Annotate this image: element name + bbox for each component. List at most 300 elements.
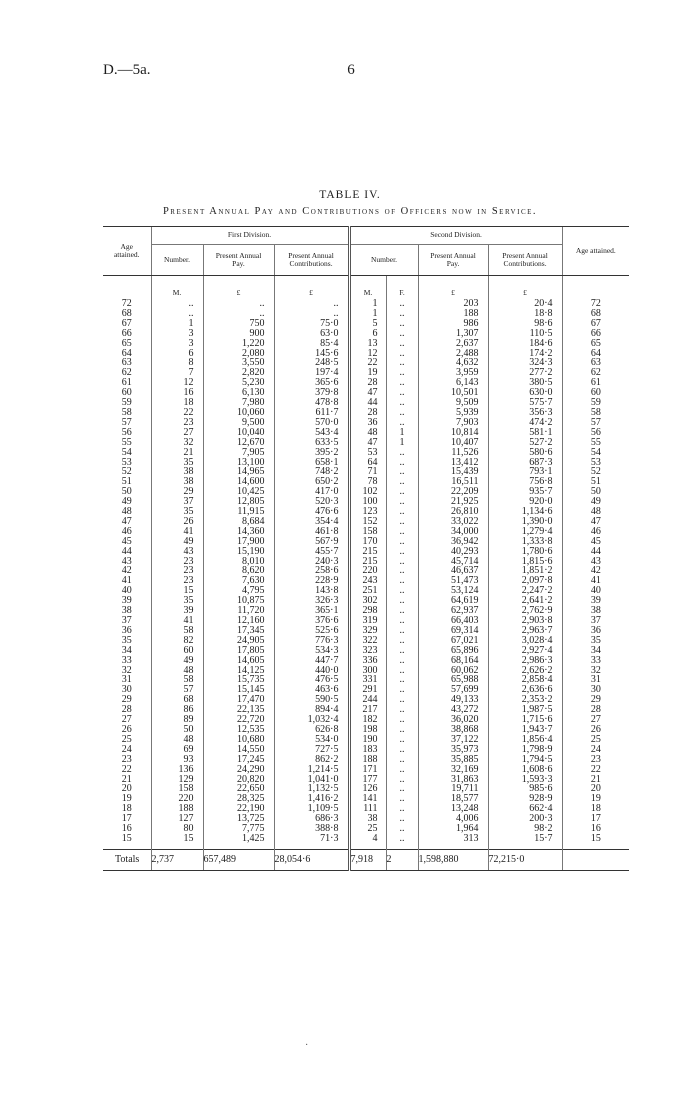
first-number-cell: 82 bbox=[151, 636, 203, 646]
second-f-cell: .. bbox=[386, 705, 418, 715]
first-pay-cell: 22,720 bbox=[203, 715, 274, 725]
first-contrib-cell: 354·4 bbox=[274, 517, 349, 527]
first-number-cell: 43 bbox=[151, 547, 203, 557]
age-cell: 38 bbox=[121, 605, 132, 617]
second-m-cell: 44 bbox=[349, 398, 386, 408]
second-f-cell: .. bbox=[386, 834, 418, 844]
second-contrib-cell: 184·6 bbox=[488, 339, 562, 349]
first-number-cell: 136 bbox=[151, 765, 203, 775]
first-pay-cell: 8,620 bbox=[203, 566, 274, 576]
age-cell-right: 47 bbox=[562, 517, 629, 527]
second-contrib-cell: 920·0 bbox=[488, 497, 562, 507]
first-contrib-cell: 228·9 bbox=[274, 576, 349, 586]
first-number-cell: 1 bbox=[151, 319, 203, 329]
first-contrib-cell: 326·3 bbox=[274, 596, 349, 606]
second-m-cell: 152 bbox=[349, 517, 386, 527]
second-m-cell: 291 bbox=[349, 685, 386, 695]
first-number-cell: 27 bbox=[151, 428, 203, 438]
first-number-cell: 49 bbox=[151, 537, 203, 547]
second-m-cell: 36 bbox=[349, 418, 386, 428]
second-f-cell: .. bbox=[386, 675, 418, 685]
second-m-cell: 171 bbox=[349, 765, 386, 775]
second-m-cell: 19 bbox=[349, 368, 386, 378]
first-number-cell: 41 bbox=[151, 616, 203, 626]
age-cell-right: 21 bbox=[562, 775, 629, 785]
first-contrib-cell: 461·8 bbox=[274, 527, 349, 537]
age-cell: 28 bbox=[121, 704, 132, 716]
first-contrib-cell: 197·4 bbox=[274, 368, 349, 378]
second-m-cell: 188 bbox=[349, 755, 386, 765]
age-cell-right: 50 bbox=[562, 487, 629, 497]
second-pay-cell: 46,637 bbox=[418, 566, 488, 576]
age-cell: 58 bbox=[121, 406, 132, 418]
second-m-cell: 251 bbox=[349, 586, 386, 596]
second-m-cell: 183 bbox=[349, 745, 386, 755]
second-m-cell: 38 bbox=[349, 814, 386, 824]
first-number-cell: 21 bbox=[151, 448, 203, 458]
first-contrib-cell: 478·8 bbox=[274, 398, 349, 408]
first-number-cell: 48 bbox=[151, 666, 203, 676]
first-number-cell: 50 bbox=[151, 725, 203, 735]
second-pay-cell: 7,903 bbox=[418, 418, 488, 428]
age-cell-right: 63 bbox=[562, 358, 629, 368]
age-cell-right: 61 bbox=[562, 378, 629, 388]
second-f-cell: .. bbox=[386, 358, 418, 368]
second-contrib-cell: 630·0 bbox=[488, 388, 562, 398]
second-f-cell: .. bbox=[386, 378, 418, 388]
second-pay-cell: 16,511 bbox=[418, 477, 488, 487]
second-pay-cell: 43,272 bbox=[418, 705, 488, 715]
second-f-cell: .. bbox=[386, 745, 418, 755]
age-cell-right: 20 bbox=[562, 784, 629, 794]
age-cell-right: 45 bbox=[562, 537, 629, 547]
age-cell: 30 bbox=[121, 684, 132, 696]
first-contrib-cell: 894·4 bbox=[274, 705, 349, 715]
age-cell: 35 bbox=[121, 634, 132, 646]
second-pay-cell: 67,021 bbox=[418, 636, 488, 646]
first-pay-cell: 7,630 bbox=[203, 576, 274, 586]
second-contrib-cell: 110·5 bbox=[488, 329, 562, 339]
first-pay-cell: 22,650 bbox=[203, 784, 274, 794]
age-cell: 32 bbox=[121, 664, 132, 676]
age-cell: 31 bbox=[121, 674, 132, 686]
age-cell-right: 48 bbox=[562, 507, 629, 517]
age-cell: 63 bbox=[121, 357, 132, 369]
second-contrib-cell: 756·8 bbox=[488, 477, 562, 487]
first-number-cell: .. bbox=[151, 299, 203, 309]
first-number-cell: 80 bbox=[151, 824, 203, 834]
second-f-cell: .. bbox=[386, 388, 418, 398]
age-cell-right: 35 bbox=[562, 636, 629, 646]
first-pay-cell: .. bbox=[203, 299, 274, 309]
age-cell-right: 54 bbox=[562, 448, 629, 458]
first-contrib-cell: 63·0 bbox=[274, 329, 349, 339]
second-m-cell: 198 bbox=[349, 725, 386, 735]
second-pay-cell: 1,964 bbox=[418, 824, 488, 834]
first-pay-cell: 10,875 bbox=[203, 596, 274, 606]
second-pay-cell: 188 bbox=[418, 309, 488, 319]
age-cell: 48 bbox=[121, 506, 132, 518]
table-subtitle: Present Annual Pay and Contributions of Officers now in Service. bbox=[162, 206, 538, 217]
first-number-cell: 39 bbox=[151, 606, 203, 616]
first-number-cell: 18 bbox=[151, 398, 203, 408]
age-cell-right: 34 bbox=[562, 646, 629, 656]
first-number-cell: 8 bbox=[151, 358, 203, 368]
second-contrib-cell: 356·3 bbox=[488, 408, 562, 418]
second-m-cell: 5 bbox=[349, 319, 386, 329]
age-cell: 72 bbox=[121, 298, 132, 309]
first-number-cell: 41 bbox=[151, 527, 203, 537]
second-contrib-cell: 2,097·8 bbox=[488, 576, 562, 586]
age-cell-right: 19 bbox=[562, 794, 629, 804]
second-contrib-cell: 1,943·7 bbox=[488, 725, 562, 735]
second-f-cell: .. bbox=[386, 586, 418, 596]
second-contrib-cell: 1,780·6 bbox=[488, 547, 562, 557]
first-pay-cell: 24,290 bbox=[203, 765, 274, 775]
second-m-cell: 336 bbox=[349, 656, 386, 666]
first-number-cell: 3 bbox=[151, 329, 203, 339]
age-cell: 57 bbox=[121, 416, 132, 428]
second-m-cell: 25 bbox=[349, 824, 386, 834]
second-contrib-cell: 1,593·3 bbox=[488, 775, 562, 785]
second-contrib-cell: 1,987·5 bbox=[488, 705, 562, 715]
second-pay-cell: 65,988 bbox=[418, 675, 488, 685]
second-number-header: Number. bbox=[349, 245, 418, 276]
first-contrib-cell: 570·0 bbox=[274, 418, 349, 428]
second-contrib-cell: 380·5 bbox=[488, 378, 562, 388]
first-pay-cell: 5,230 bbox=[203, 378, 274, 388]
first-contrib-cell: 590·5 bbox=[274, 695, 349, 705]
second-f-cell: .. bbox=[386, 685, 418, 695]
second-f-cell: 1 bbox=[386, 438, 418, 448]
age-cell-right: 28 bbox=[562, 705, 629, 715]
first-pay-cell: 17,470 bbox=[203, 695, 274, 705]
first-contrib-cell: 145·6 bbox=[274, 349, 349, 359]
age-cell: 42 bbox=[121, 565, 132, 577]
first-number-cell: 26 bbox=[151, 517, 203, 527]
second-contrib-cell: 1,851·2 bbox=[488, 566, 562, 576]
second-contrib-cell: 277·2 bbox=[488, 368, 562, 378]
second-pay-cell: 33,022 bbox=[418, 517, 488, 527]
second-pay-cell: 13,412 bbox=[418, 458, 488, 468]
age-cell-right: 46 bbox=[562, 527, 629, 537]
totals-cell: 72,215·0 bbox=[488, 850, 562, 871]
first-number-cell: 86 bbox=[151, 705, 203, 715]
first-pay-cell: 750 bbox=[203, 319, 274, 329]
age-cell: 39 bbox=[121, 595, 132, 607]
first-contrib-cell: 85·4 bbox=[274, 339, 349, 349]
second-m-cell: 244 bbox=[349, 695, 386, 705]
first-number-cell: 38 bbox=[151, 467, 203, 477]
age-cell-right: 37 bbox=[562, 616, 629, 626]
unit-pound: £ bbox=[488, 276, 562, 300]
first-pay-cell: 10,060 bbox=[203, 408, 274, 418]
second-f-cell: .. bbox=[386, 804, 418, 814]
age-cell-right: 44 bbox=[562, 547, 629, 557]
second-contrib-cell: 174·2 bbox=[488, 349, 562, 359]
first-pay-cell: 13,725 bbox=[203, 814, 274, 824]
second-contrib-cell: 200·3 bbox=[488, 814, 562, 824]
second-pay-cell: 313 bbox=[418, 834, 488, 844]
second-f-cell: .. bbox=[386, 765, 418, 775]
second-pay-cell: 53,124 bbox=[418, 586, 488, 596]
age-cell: 61 bbox=[121, 377, 132, 389]
second-f-cell: .. bbox=[386, 566, 418, 576]
first-contrib-cell: 1,041·0 bbox=[274, 775, 349, 785]
first-number-cell: 127 bbox=[151, 814, 203, 824]
second-f-cell: .. bbox=[386, 666, 418, 676]
age-cell: 29 bbox=[121, 694, 132, 706]
age-cell: 17 bbox=[121, 813, 132, 825]
second-f-cell: .. bbox=[386, 755, 418, 765]
second-contrib-cell: 1,856·4 bbox=[488, 735, 562, 745]
second-pay-cell: 36,020 bbox=[418, 715, 488, 725]
second-m-cell: 28 bbox=[349, 378, 386, 388]
first-contrib-cell: 658·1 bbox=[274, 458, 349, 468]
age-cell-right: 42 bbox=[562, 566, 629, 576]
second-contrib-cell: 20·4 bbox=[488, 299, 562, 309]
second-f-cell: .. bbox=[386, 794, 418, 804]
age-cell: 20 bbox=[121, 783, 132, 795]
second-f-cell: .. bbox=[386, 656, 418, 666]
first-number-cell: 57 bbox=[151, 685, 203, 695]
first-number-cell: 188 bbox=[151, 804, 203, 814]
first-pay-cell: 15,190 bbox=[203, 547, 274, 557]
second-m-cell: 302 bbox=[349, 596, 386, 606]
age-cell-right: 65 bbox=[562, 339, 629, 349]
first-number-cell: 3 bbox=[151, 339, 203, 349]
second-pay-cell: 203 bbox=[418, 299, 488, 309]
table-row bbox=[103, 765, 629, 775]
age-cell: 26 bbox=[121, 723, 132, 735]
second-m-cell: 4 bbox=[349, 834, 386, 844]
second-pay-header: Present Annual Pay. bbox=[418, 245, 488, 276]
second-m-cell: 319 bbox=[349, 616, 386, 626]
age-cell-right: 30 bbox=[562, 685, 629, 695]
age-cell-right: 40 bbox=[562, 586, 629, 596]
second-contrib-cell: 2,641·2 bbox=[488, 596, 562, 606]
second-contrib-cell: 1,390·0 bbox=[488, 517, 562, 527]
second-f-cell: .. bbox=[386, 537, 418, 547]
second-pay-cell: 1,307 bbox=[418, 329, 488, 339]
second-m-cell: 1 bbox=[349, 299, 386, 309]
age-cell-right: 15 bbox=[562, 834, 629, 844]
age-cell-right: 16 bbox=[562, 824, 629, 834]
totals-cell: 2 bbox=[386, 850, 418, 871]
first-contrib-cell: 395·2 bbox=[274, 448, 349, 458]
first-number-cell: 158 bbox=[151, 784, 203, 794]
second-m-cell: 22 bbox=[349, 358, 386, 368]
age-cell-right: 17 bbox=[562, 814, 629, 824]
first-number-cell: 29 bbox=[151, 487, 203, 497]
second-pay-cell: 31,863 bbox=[418, 775, 488, 785]
second-contrib-cell: 2,353·2 bbox=[488, 695, 562, 705]
page-reference: D.—5a. bbox=[103, 62, 151, 78]
age-cell: 18 bbox=[121, 803, 132, 815]
second-pay-cell: 19,711 bbox=[418, 784, 488, 794]
first-pay-cell: 20,820 bbox=[203, 775, 274, 785]
second-m-cell: 47 bbox=[349, 388, 386, 398]
age-cell-right: 24 bbox=[562, 745, 629, 755]
first-contrib-cell: 534·3 bbox=[274, 646, 349, 656]
first-contrib-cell: 1,416·2 bbox=[274, 794, 349, 804]
age-cell: 24 bbox=[121, 743, 132, 755]
table-title: TABLE IV. bbox=[319, 189, 381, 201]
second-m-cell: 100 bbox=[349, 497, 386, 507]
first-pay-cell: 14,550 bbox=[203, 745, 274, 755]
first-pay-cell: 12,160 bbox=[203, 616, 274, 626]
second-pay-cell: 4,006 bbox=[418, 814, 488, 824]
totals-cell: 7,918 bbox=[349, 850, 386, 871]
first-pay-cell: 12,670 bbox=[203, 438, 274, 448]
first-number-cell: 32 bbox=[151, 438, 203, 448]
first-contrib-cell: 476·5 bbox=[274, 675, 349, 685]
second-f-cell: .. bbox=[386, 448, 418, 458]
first-pay-cell: 15,145 bbox=[203, 685, 274, 695]
unit-pound: £ bbox=[418, 276, 488, 300]
second-contrib-cell: 1,333·8 bbox=[488, 537, 562, 547]
second-m-cell: 126 bbox=[349, 784, 386, 794]
second-pay-cell: 2,637 bbox=[418, 339, 488, 349]
second-m-cell: 329 bbox=[349, 626, 386, 636]
age-cell-right: 22 bbox=[562, 765, 629, 775]
second-contrib-cell: 527·2 bbox=[488, 438, 562, 448]
first-contrib-cell: 376·6 bbox=[274, 616, 349, 626]
first-pay-cell: 28,325 bbox=[203, 794, 274, 804]
second-contrib-cell: 98·2 bbox=[488, 824, 562, 834]
age-cell-right: 23 bbox=[562, 755, 629, 765]
first-number-cell: 35 bbox=[151, 507, 203, 517]
first-contrib-cell: 543·4 bbox=[274, 428, 349, 438]
second-m-cell: 102 bbox=[349, 487, 386, 497]
second-f-cell: .. bbox=[386, 339, 418, 349]
first-pay-cell: .. bbox=[203, 309, 274, 319]
first-pay-cell: 14,600 bbox=[203, 477, 274, 487]
age-cell-right: 66 bbox=[562, 329, 629, 339]
first-pay-cell: 11,915 bbox=[203, 507, 274, 517]
second-pay-cell: 35,885 bbox=[418, 755, 488, 765]
second-f-cell: .. bbox=[386, 319, 418, 329]
second-pay-cell: 37,122 bbox=[418, 735, 488, 745]
second-pay-cell: 64,619 bbox=[418, 596, 488, 606]
first-contrib-cell: 240·3 bbox=[274, 557, 349, 567]
age-cell-right: 67 bbox=[562, 319, 629, 329]
age-cell-right: 53 bbox=[562, 458, 629, 468]
first-contrib-cell: 455·7 bbox=[274, 547, 349, 557]
second-pay-cell: 51,473 bbox=[418, 576, 488, 586]
first-contrib-cell: 727·5 bbox=[274, 745, 349, 755]
second-m-cell: 48 bbox=[349, 428, 386, 438]
first-pay-cell: 12,535 bbox=[203, 725, 274, 735]
age-cell: 52 bbox=[121, 466, 132, 478]
first-number-cell: 23 bbox=[151, 566, 203, 576]
second-f-cell: .. bbox=[386, 636, 418, 646]
age-cell: 25 bbox=[121, 733, 132, 745]
second-contrib-cell: 687·3 bbox=[488, 458, 562, 468]
second-f-cell: .. bbox=[386, 527, 418, 537]
second-f-cell: .. bbox=[386, 398, 418, 408]
second-pay-cell: 40,293 bbox=[418, 547, 488, 557]
first-number-cell: 58 bbox=[151, 675, 203, 685]
second-contrib-cell: 935·7 bbox=[488, 487, 562, 497]
second-f-cell: .. bbox=[386, 616, 418, 626]
first-contrib-cell: .. bbox=[274, 299, 349, 309]
second-pay-cell: 49,133 bbox=[418, 695, 488, 705]
first-contrib-cell: 1,109·5 bbox=[274, 804, 349, 814]
second-contrib-cell: 15·7 bbox=[488, 834, 562, 844]
age-cell: 60 bbox=[121, 387, 132, 399]
first-contrib-cell: 534·0 bbox=[274, 735, 349, 745]
second-pay-cell: 10,501 bbox=[418, 388, 488, 398]
age-cell-right: 43 bbox=[562, 557, 629, 567]
second-contrib-cell: 575·7 bbox=[488, 398, 562, 408]
first-number-cell: 6 bbox=[151, 349, 203, 359]
second-pay-cell: 38,868 bbox=[418, 725, 488, 735]
first-contrib-cell: 379·8 bbox=[274, 388, 349, 398]
first-contrib-cell: 463·6 bbox=[274, 685, 349, 695]
second-contrib-cell: 928·9 bbox=[488, 794, 562, 804]
age-attained-header-right: Age attained. bbox=[562, 227, 629, 276]
age-cell-right: 39 bbox=[562, 596, 629, 606]
age-cell-right: 41 bbox=[562, 576, 629, 586]
second-pay-cell: 66,403 bbox=[418, 616, 488, 626]
age-cell: 45 bbox=[121, 535, 132, 547]
age-cell: 16 bbox=[121, 823, 132, 835]
first-pay-cell: 13,100 bbox=[203, 458, 274, 468]
first-contrib-cell: 686·3 bbox=[274, 814, 349, 824]
first-pay-cell: 2,080 bbox=[203, 349, 274, 359]
age-cell: 65 bbox=[121, 337, 132, 349]
second-pay-cell: 34,000 bbox=[418, 527, 488, 537]
age-cell: 59 bbox=[121, 397, 132, 409]
age-cell-right: 49 bbox=[562, 497, 629, 507]
first-contrib-cell: 440·0 bbox=[274, 666, 349, 676]
first-pay-cell: 7,775 bbox=[203, 824, 274, 834]
second-division-header: Second Division. bbox=[349, 227, 562, 245]
first-contrib-cell: 447·7 bbox=[274, 656, 349, 666]
totals-cell: 1,598,880 bbox=[418, 850, 488, 871]
second-m-cell: 13 bbox=[349, 339, 386, 349]
second-pay-cell: 68,164 bbox=[418, 656, 488, 666]
first-contrib-cell: 365·1 bbox=[274, 606, 349, 616]
age-cell: 33 bbox=[121, 654, 132, 666]
age-cell: 21 bbox=[121, 773, 132, 785]
second-contrib-cell: 662·4 bbox=[488, 804, 562, 814]
second-f-cell: .. bbox=[386, 626, 418, 636]
second-f-cell: .. bbox=[386, 497, 418, 507]
second-contrib-cell: 2,762·9 bbox=[488, 606, 562, 616]
second-f-cell: .. bbox=[386, 646, 418, 656]
first-pay-cell: 17,345 bbox=[203, 626, 274, 636]
first-number-cell: 49 bbox=[151, 656, 203, 666]
second-f-cell: .. bbox=[386, 349, 418, 359]
second-f-cell: .. bbox=[386, 606, 418, 616]
second-contrib-cell: 793·1 bbox=[488, 467, 562, 477]
age-cell: 41 bbox=[121, 575, 132, 587]
first-pay-cell: 17,900 bbox=[203, 537, 274, 547]
first-pay-cell: 10,425 bbox=[203, 487, 274, 497]
second-pay-cell: 15,439 bbox=[418, 467, 488, 477]
second-pay-cell: 26,810 bbox=[418, 507, 488, 517]
second-m-cell: 47 bbox=[349, 438, 386, 448]
age-cell: 43 bbox=[121, 555, 132, 567]
age-cell: 53 bbox=[121, 456, 132, 468]
second-contrib-cell: 1,815·6 bbox=[488, 557, 562, 567]
second-f-cell: .. bbox=[386, 309, 418, 319]
age-cell-right: 62 bbox=[562, 368, 629, 378]
second-m-cell: 298 bbox=[349, 606, 386, 616]
age-cell: 54 bbox=[121, 446, 132, 458]
